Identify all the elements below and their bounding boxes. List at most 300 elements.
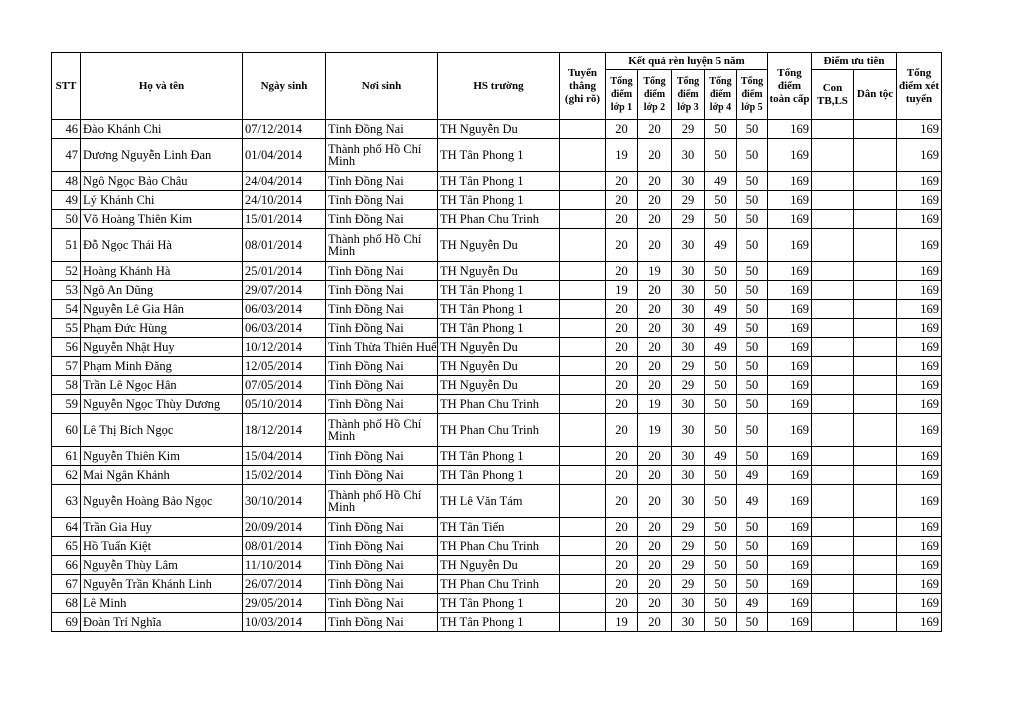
table-row (52, 210, 942, 229)
cell-grade-1: 20 (606, 594, 638, 613)
cell-grade-3: 30 (672, 229, 705, 262)
cell-birthplace: Thành phố Hồ Chí Minh (326, 229, 438, 262)
cell-birthplace: Tỉnh Đồng Nai (326, 191, 438, 210)
cell-school: TH Tân Phong 1 (438, 139, 560, 172)
cell-con-tb-ls (812, 395, 854, 414)
cell-birthplace: Tỉnh Thừa Thiên Huế (326, 338, 438, 357)
cell-name: Trần Gia Huy (81, 518, 243, 537)
header-birthplace: Nơi sinh (326, 53, 438, 120)
table-row (52, 537, 942, 556)
cell-total: 169 (768, 191, 812, 210)
table-row (52, 319, 942, 338)
cell-admission: 169 (897, 262, 942, 281)
cell-birthplace: Thành phố Hồ Chí Minh (326, 414, 438, 447)
cell-stt: 60 (52, 414, 81, 447)
cell-name: Mai Ngân Khánh (81, 466, 243, 485)
cell-dan-toc (854, 281, 897, 300)
cell-admission: 169 (897, 518, 942, 537)
cell-grade-3: 29 (672, 376, 705, 395)
cell-grade-4: 50 (705, 262, 737, 281)
cell-admission: 169 (897, 485, 942, 518)
cell-birthplace: Tỉnh Đồng Nai (326, 613, 438, 632)
cell-admission: 169 (897, 357, 942, 376)
cell-grade-2: 20 (638, 120, 672, 139)
table-row (52, 466, 942, 485)
cell-birthplace: Tỉnh Đồng Nai (326, 376, 438, 395)
cell-dan-toc (854, 172, 897, 191)
table-row (52, 300, 942, 319)
cell-admission: 169 (897, 466, 942, 485)
cell-grade-2: 20 (638, 575, 672, 594)
cell-con-tb-ls (812, 485, 854, 518)
cell-grade-3: 30 (672, 262, 705, 281)
header-training-results: Kết quả rèn luyện 5 năm (606, 53, 768, 70)
cell-dob: 24/10/2014 (243, 191, 326, 210)
cell-stt: 52 (52, 262, 81, 281)
cell-dob: 11/10/2014 (243, 556, 326, 575)
cell-dob: 18/12/2014 (243, 414, 326, 447)
cell-dob: 06/03/2014 (243, 319, 326, 338)
cell-birthplace: Tỉnh Đồng Nai (326, 537, 438, 556)
cell-grade-5: 50 (737, 518, 768, 537)
cell-admission: 169 (897, 120, 942, 139)
cell-grade-4: 49 (705, 338, 737, 357)
cell-stt: 61 (52, 447, 81, 466)
header-dob: Ngày sinh (243, 53, 326, 120)
table-row (52, 172, 942, 191)
cell-direct (560, 172, 606, 191)
cell-grade-3: 30 (672, 338, 705, 357)
cell-direct (560, 139, 606, 172)
table-row (52, 229, 942, 262)
table-row (52, 357, 942, 376)
cell-grade-2: 20 (638, 139, 672, 172)
cell-school: TH Phan Chu Trinh (438, 210, 560, 229)
cell-dob: 15/01/2014 (243, 210, 326, 229)
cell-grade-5: 50 (737, 395, 768, 414)
cell-admission: 169 (897, 338, 942, 357)
cell-school: TH Lê Văn Tám (438, 485, 560, 518)
cell-stt: 69 (52, 613, 81, 632)
cell-name: Nguyễn Lê Gia Hân (81, 300, 243, 319)
cell-birthplace: Tỉnh Đồng Nai (326, 575, 438, 594)
cell-grade-1: 20 (606, 300, 638, 319)
cell-direct (560, 556, 606, 575)
cell-school: TH Nguyễn Du (438, 262, 560, 281)
cell-grade-3: 29 (672, 518, 705, 537)
cell-admission: 169 (897, 395, 942, 414)
table-row (52, 395, 942, 414)
cell-direct (560, 210, 606, 229)
cell-total: 169 (768, 395, 812, 414)
cell-grade-2: 19 (638, 395, 672, 414)
cell-dan-toc (854, 575, 897, 594)
cell-grade-1: 20 (606, 395, 638, 414)
cell-con-tb-ls (812, 139, 854, 172)
cell-grade-2: 20 (638, 210, 672, 229)
table-row (52, 613, 942, 632)
cell-grade-4: 49 (705, 319, 737, 338)
cell-grade-4: 50 (705, 613, 737, 632)
cell-grade-3: 29 (672, 191, 705, 210)
cell-grade-1: 20 (606, 357, 638, 376)
table-row (52, 376, 942, 395)
cell-grade-3: 29 (672, 556, 705, 575)
cell-grade-5: 50 (737, 575, 768, 594)
cell-dob: 08/01/2014 (243, 229, 326, 262)
cell-name: Lê Thị Bích Ngọc (81, 414, 243, 447)
cell-school: TH Tân Phong 1 (438, 594, 560, 613)
cell-con-tb-ls (812, 594, 854, 613)
cell-dan-toc (854, 319, 897, 338)
cell-direct (560, 120, 606, 139)
cell-grade-5: 49 (737, 594, 768, 613)
cell-con-tb-ls (812, 300, 854, 319)
cell-school: TH Nguyễn Du (438, 120, 560, 139)
cell-grade-3: 30 (672, 395, 705, 414)
cell-grade-2: 20 (638, 485, 672, 518)
cell-birthplace: Thành phố Hồ Chí Minh (326, 139, 438, 172)
table-header (52, 53, 942, 120)
cell-grade-5: 50 (737, 338, 768, 357)
cell-stt: 62 (52, 466, 81, 485)
cell-dan-toc (854, 466, 897, 485)
cell-grade-5: 50 (737, 210, 768, 229)
cell-dob: 12/05/2014 (243, 357, 326, 376)
header-grade-5: Tổng điểm lớp 5 (737, 70, 768, 120)
cell-admission: 169 (897, 172, 942, 191)
cell-grade-2: 20 (638, 281, 672, 300)
cell-stt: 49 (52, 191, 81, 210)
cell-grade-5: 50 (737, 229, 768, 262)
cell-total: 169 (768, 376, 812, 395)
cell-dan-toc (854, 338, 897, 357)
cell-grade-1: 20 (606, 537, 638, 556)
cell-dob: 07/05/2014 (243, 376, 326, 395)
cell-admission: 169 (897, 191, 942, 210)
cell-grade-3: 29 (672, 210, 705, 229)
cell-stt: 65 (52, 537, 81, 556)
cell-dob: 10/03/2014 (243, 613, 326, 632)
cell-grade-4: 50 (705, 518, 737, 537)
cell-grade-2: 20 (638, 447, 672, 466)
cell-name: Nguyễn Hoàng Bảo Ngọc (81, 485, 243, 518)
cell-dan-toc (854, 376, 897, 395)
cell-name: Ngô Ngọc Bảo Châu (81, 172, 243, 191)
cell-grade-3: 29 (672, 357, 705, 376)
cell-stt: 46 (52, 120, 81, 139)
cell-grade-5: 50 (737, 139, 768, 172)
cell-birthplace: Tỉnh Đồng Nai (326, 120, 438, 139)
cell-grade-2: 20 (638, 537, 672, 556)
cell-grade-4: 50 (705, 376, 737, 395)
cell-grade-3: 30 (672, 466, 705, 485)
cell-total: 169 (768, 556, 812, 575)
cell-direct (560, 300, 606, 319)
cell-stt: 48 (52, 172, 81, 191)
cell-grade-2: 20 (638, 172, 672, 191)
cell-birthplace: Tỉnh Đồng Nai (326, 172, 438, 191)
cell-birthplace: Tỉnh Đồng Nai (326, 466, 438, 485)
cell-grade-1: 20 (606, 172, 638, 191)
cell-grade-4: 49 (705, 447, 737, 466)
table-row (52, 594, 942, 613)
cell-con-tb-ls (812, 613, 854, 632)
cell-total: 169 (768, 139, 812, 172)
cell-grade-1: 19 (606, 139, 638, 172)
cell-grade-1: 20 (606, 229, 638, 262)
cell-total: 169 (768, 537, 812, 556)
cell-con-tb-ls (812, 229, 854, 262)
cell-grade-1: 20 (606, 120, 638, 139)
cell-grade-4: 50 (705, 395, 737, 414)
cell-direct (560, 357, 606, 376)
cell-grade-5: 50 (737, 120, 768, 139)
cell-direct (560, 395, 606, 414)
cell-school: TH Nguyễn Du (438, 338, 560, 357)
cell-birthplace: Tỉnh Đồng Nai (326, 594, 438, 613)
cell-admission: 169 (897, 229, 942, 262)
cell-birthplace: Tỉnh Đồng Nai (326, 281, 438, 300)
cell-grade-4: 50 (705, 191, 737, 210)
cell-total: 169 (768, 518, 812, 537)
cell-grade-1: 20 (606, 485, 638, 518)
cell-grade-2: 19 (638, 414, 672, 447)
cell-stt: 50 (52, 210, 81, 229)
cell-total: 169 (768, 414, 812, 447)
cell-grade-5: 50 (737, 537, 768, 556)
cell-stt: 59 (52, 395, 81, 414)
cell-total: 169 (768, 281, 812, 300)
cell-dob: 10/12/2014 (243, 338, 326, 357)
cell-total: 169 (768, 575, 812, 594)
header-name: Họ và tên (81, 53, 243, 120)
cell-grade-4: 50 (705, 537, 737, 556)
cell-grade-1: 20 (606, 376, 638, 395)
cell-stt: 51 (52, 229, 81, 262)
cell-admission: 169 (897, 210, 942, 229)
cell-dan-toc (854, 414, 897, 447)
header-school: HS trường (438, 53, 560, 120)
cell-stt: 57 (52, 357, 81, 376)
header-grade-4: Tổng điểm lớp 4 (705, 70, 737, 120)
cell-con-tb-ls (812, 172, 854, 191)
cell-dob: 24/04/2014 (243, 172, 326, 191)
cell-school: TH Phan Chu Trinh (438, 414, 560, 447)
cell-grade-2: 20 (638, 300, 672, 319)
cell-dan-toc (854, 518, 897, 537)
cell-grade-3: 30 (672, 613, 705, 632)
cell-birthplace: Tỉnh Đồng Nai (326, 319, 438, 338)
cell-name: Nguyễn Trần Khánh Linh (81, 575, 243, 594)
cell-con-tb-ls (812, 556, 854, 575)
cell-direct (560, 414, 606, 447)
cell-dan-toc (854, 262, 897, 281)
cell-dan-toc (854, 594, 897, 613)
cell-admission: 169 (897, 575, 942, 594)
cell-grade-4: 49 (705, 229, 737, 262)
cell-name: Đỗ Ngọc Thái Hà (81, 229, 243, 262)
cell-stt: 66 (52, 556, 81, 575)
admission-results-table (51, 52, 942, 632)
cell-total: 169 (768, 262, 812, 281)
cell-grade-1: 20 (606, 518, 638, 537)
cell-grade-3: 30 (672, 139, 705, 172)
cell-total: 169 (768, 447, 812, 466)
header-priority-points: Điểm ưu tiên (812, 53, 897, 70)
cell-grade-1: 20 (606, 210, 638, 229)
table-row (52, 139, 942, 172)
cell-con-tb-ls (812, 319, 854, 338)
cell-birthplace: Tỉnh Đồng Nai (326, 556, 438, 575)
cell-total: 169 (768, 613, 812, 632)
cell-name: Đoàn Trí Nghĩa (81, 613, 243, 632)
cell-con-tb-ls (812, 281, 854, 300)
cell-school: TH Phan Chu Trinh (438, 537, 560, 556)
cell-grade-1: 20 (606, 414, 638, 447)
cell-stt: 55 (52, 319, 81, 338)
cell-direct (560, 537, 606, 556)
cell-grade-2: 20 (638, 556, 672, 575)
cell-con-tb-ls (812, 447, 854, 466)
cell-grade-1: 20 (606, 191, 638, 210)
cell-dob: 26/07/2014 (243, 575, 326, 594)
cell-grade-3: 30 (672, 594, 705, 613)
cell-total: 169 (768, 120, 812, 139)
cell-dan-toc (854, 120, 897, 139)
table-row (52, 575, 942, 594)
cell-stt: 47 (52, 139, 81, 172)
cell-grade-1: 20 (606, 466, 638, 485)
cell-grade-4: 49 (705, 300, 737, 319)
cell-grade-5: 50 (737, 191, 768, 210)
cell-stt: 56 (52, 338, 81, 357)
cell-grade-2: 20 (638, 518, 672, 537)
cell-direct (560, 447, 606, 466)
cell-dan-toc (854, 229, 897, 262)
cell-school: TH Tân Phong 1 (438, 172, 560, 191)
cell-grade-2: 20 (638, 229, 672, 262)
cell-con-tb-ls (812, 120, 854, 139)
cell-total: 169 (768, 357, 812, 376)
cell-admission: 169 (897, 537, 942, 556)
cell-name: Phạm Đức Hùng (81, 319, 243, 338)
cell-birthplace: Tỉnh Đồng Nai (326, 395, 438, 414)
cell-stt: 68 (52, 594, 81, 613)
cell-school: TH Nguyễn Du (438, 229, 560, 262)
table-row (52, 120, 942, 139)
cell-name: Nguyễn Ngọc Thùy Dương (81, 395, 243, 414)
cell-direct (560, 229, 606, 262)
cell-total: 169 (768, 594, 812, 613)
cell-total: 169 (768, 210, 812, 229)
cell-dan-toc (854, 447, 897, 466)
cell-grade-4: 50 (705, 485, 737, 518)
cell-con-tb-ls (812, 466, 854, 485)
cell-dob: 15/02/2014 (243, 466, 326, 485)
cell-admission: 169 (897, 594, 942, 613)
cell-total: 169 (768, 485, 812, 518)
cell-admission: 169 (897, 319, 942, 338)
cell-stt: 58 (52, 376, 81, 395)
cell-grade-1: 20 (606, 319, 638, 338)
cell-grade-2: 20 (638, 594, 672, 613)
cell-admission: 169 (897, 556, 942, 575)
cell-school: TH Tân Phong 1 (438, 447, 560, 466)
cell-grade-4: 50 (705, 120, 737, 139)
header-con-tb-ls: Con TB,LS (812, 70, 854, 120)
cell-dob: 30/10/2014 (243, 485, 326, 518)
cell-school: TH Nguyễn Du (438, 556, 560, 575)
cell-name: Lý Khánh Chi (81, 191, 243, 210)
cell-school: TH Nguyễn Du (438, 376, 560, 395)
cell-birthplace: Tỉnh Đồng Nai (326, 518, 438, 537)
cell-stt: 53 (52, 281, 81, 300)
cell-total: 169 (768, 319, 812, 338)
cell-grade-2: 20 (638, 357, 672, 376)
cell-direct (560, 338, 606, 357)
cell-school: TH Tân Tiến (438, 518, 560, 537)
cell-dan-toc (854, 139, 897, 172)
cell-stt: 64 (52, 518, 81, 537)
cell-direct (560, 319, 606, 338)
cell-dan-toc (854, 357, 897, 376)
table-row (52, 262, 942, 281)
cell-grade-4: 50 (705, 139, 737, 172)
header-total-score: Tổng điểm toàn cấp (768, 53, 812, 120)
table-row (52, 338, 942, 357)
cell-grade-5: 50 (737, 414, 768, 447)
cell-direct (560, 594, 606, 613)
cell-con-tb-ls (812, 575, 854, 594)
header-dan-toc: Dân tộc (854, 70, 897, 120)
cell-dob: 29/07/2014 (243, 281, 326, 300)
cell-grade-5: 50 (737, 300, 768, 319)
table-row (52, 556, 942, 575)
cell-dob: 20/09/2014 (243, 518, 326, 537)
cell-total: 169 (768, 172, 812, 191)
cell-admission: 169 (897, 613, 942, 632)
cell-school: TH Tân Phong 1 (438, 281, 560, 300)
cell-grade-4: 50 (705, 556, 737, 575)
cell-name: Nguyễn Thùy Lâm (81, 556, 243, 575)
cell-direct (560, 281, 606, 300)
cell-birthplace: Tỉnh Đồng Nai (326, 262, 438, 281)
cell-stt: 67 (52, 575, 81, 594)
cell-grade-3: 30 (672, 447, 705, 466)
cell-admission: 169 (897, 447, 942, 466)
cell-dob: 25/01/2014 (243, 262, 326, 281)
cell-dan-toc (854, 210, 897, 229)
cell-birthplace: Tỉnh Đồng Nai (326, 210, 438, 229)
cell-dan-toc (854, 191, 897, 210)
cell-grade-2: 20 (638, 338, 672, 357)
table-row (52, 485, 942, 518)
cell-dob: 08/01/2014 (243, 537, 326, 556)
cell-grade-4: 50 (705, 281, 737, 300)
cell-name: Nguyễn Nhật Huy (81, 338, 243, 357)
cell-dan-toc (854, 556, 897, 575)
cell-total: 169 (768, 300, 812, 319)
cell-con-tb-ls (812, 537, 854, 556)
cell-direct (560, 518, 606, 537)
cell-con-tb-ls (812, 376, 854, 395)
cell-total: 169 (768, 229, 812, 262)
cell-stt: 54 (52, 300, 81, 319)
cell-con-tb-ls (812, 357, 854, 376)
cell-grade-5: 50 (737, 319, 768, 338)
cell-grade-5: 50 (737, 281, 768, 300)
